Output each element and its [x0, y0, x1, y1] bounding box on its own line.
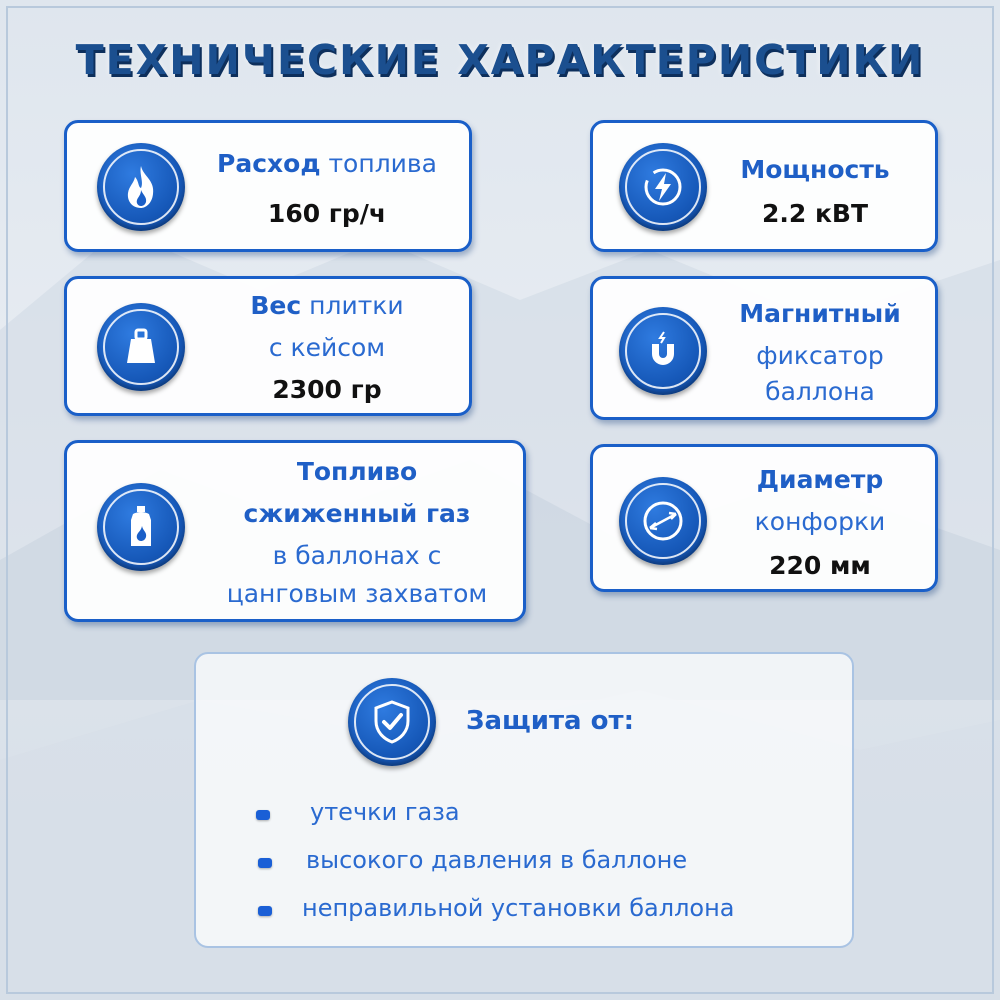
fuel-type-line2: сжиженный газ	[243, 499, 471, 528]
protection-item-3: неправильной установки баллона	[302, 894, 735, 922]
shield-check-icon	[348, 678, 436, 766]
card-fuel-type	[64, 440, 526, 622]
bullet-3	[258, 906, 272, 916]
weight-label-line2: с кейсом	[268, 333, 386, 362]
protection-item-2: высокого давления в баллоне	[306, 846, 688, 874]
bullet-2	[258, 858, 272, 868]
flame-icon	[97, 143, 185, 231]
fuel-consumption-label-rest: топлива	[328, 149, 437, 178]
magnet-line3: баллона	[765, 377, 875, 406]
protection-item-1: утечки газа	[310, 798, 460, 826]
card-power	[590, 120, 938, 252]
weight-label-bold: Вес	[250, 291, 302, 320]
magnet-line2: фиксатор	[756, 341, 884, 370]
magnet-icon	[619, 307, 707, 395]
gas-canister-icon	[97, 483, 185, 571]
card-protection	[194, 652, 854, 948]
bullet-1	[256, 810, 270, 820]
diameter-value: 220 мм	[769, 551, 871, 580]
weight-value: 2300 гр	[272, 375, 382, 404]
weight-label-line	[197, 287, 457, 325]
page-title: ТЕХНИЧЕСКИЕ ХАРАКТЕРИСТИКИ	[75, 36, 925, 84]
fuel-consumption-label-bold: Расход	[217, 149, 321, 178]
diameter-label: Диаметр	[756, 465, 884, 494]
lightning-icon	[619, 143, 707, 231]
fuel-type-line3: в баллонах с	[272, 541, 442, 570]
fuel-consumption-label-line	[197, 145, 457, 183]
power-value: 2.2 кВТ	[761, 199, 869, 228]
card-fuel-consumption	[64, 120, 472, 252]
fuel-type-label: Топливо	[296, 457, 418, 486]
weight-label-rest: плитки	[309, 291, 404, 320]
diameter-line2: конфорки	[754, 507, 886, 536]
power-label: Мощность	[740, 155, 890, 184]
fuel-consumption-value: 160 гр/ч	[267, 199, 387, 228]
diameter-icon	[619, 477, 707, 565]
magnet-label: Магнитный	[739, 299, 901, 328]
protection-heading: Защита от:	[466, 706, 634, 736]
card-weight	[64, 276, 472, 416]
fuel-type-line4: цанговым захватом	[226, 579, 488, 608]
weight-icon	[97, 303, 185, 391]
card-magnet	[590, 276, 938, 420]
card-diameter	[590, 444, 938, 592]
